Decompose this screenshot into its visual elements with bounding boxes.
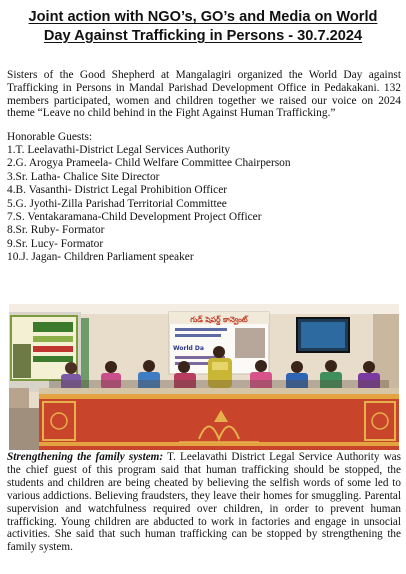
guest-item: 10.J. Jagan- Children Parliament speaker [7, 251, 194, 264]
guest-item: 1.T. Leelavathi-District Legal Services Authority [7, 144, 231, 156]
guest-item: 3.Sr. Latha- Chalice Site Director [7, 170, 160, 183]
story-paragraph [7, 451, 401, 554]
banner-world: World Da [173, 345, 204, 352]
stage-table [39, 388, 399, 450]
guests-list [7, 144, 291, 265]
story-body: T. Leelavathi District Legal Service Authority was the chief guest of this program said that human trafficking should be stopped, the students and children are being cheated by believing the selfish words of some led to various addictions. Believing fraudsters, they leave their homes for smuggling. Parental supervision and watchfulness required over children, in order to prevent human trafficking. Young children are abducted to work in factories and engage in unsocial activities. She said that such human trafficking can be stopped by strengthening the family system. [7, 451, 401, 554]
guest-item: 4.B. Vasanthi- District Legal Prohibition Officer [7, 184, 228, 197]
title-line-1: Joint action with NGO’s, GO’s and Media on World [28, 9, 378, 25]
guest-item: 2.G. Arogya Prameela- Child Welfare Committee Chairperson [7, 157, 291, 170]
guest-item: 9.Sr. Lucy- Formator [7, 237, 104, 250]
guests-heading: Honorable Guests: [7, 131, 93, 143]
guest-item: 5.G. Jyothi-Zilla Parishad Territorial Committee [7, 197, 227, 210]
intro-paragraph: Sisters of the Good Shepherd at Mangalagiri organized the World Day against Trafficking in Persons in Mandal Parishad Development Office in Pedakakani. 132 members participated, women and children together we raised our voice on 2024 theme “Leave no child behind in the Fight Against Human Trafficking.” [7, 69, 401, 120]
title-line-2: Day Against Trafficking in Persons - 30.7.2024 [43, 28, 363, 44]
event-photo [9, 304, 399, 450]
guest-item: 8.Sr. Ruby- Formator [7, 224, 105, 237]
banner-heading: గుడ్ షెపర్డ్ కాన్వెంట్ [190, 315, 248, 324]
page-title [8, 8, 398, 46]
story-lead: Strengthening the family system: [7, 451, 164, 463]
guest-item: 7.S. Ventakaramana-Child Development Project Officer [7, 211, 262, 224]
